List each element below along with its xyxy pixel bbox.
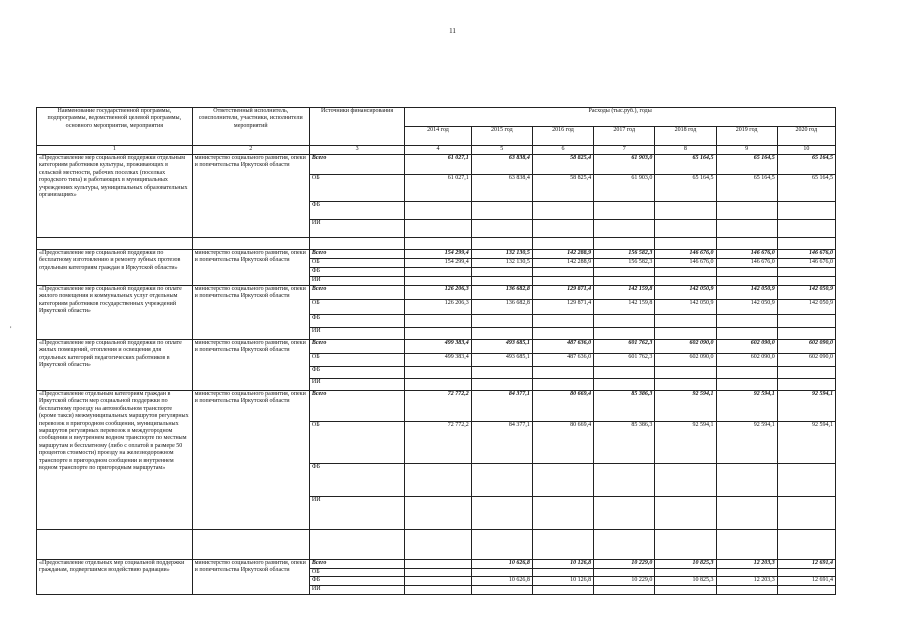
amount-total: 10 126,8 (532, 560, 593, 569)
header-source: Источники финансирования (309, 108, 404, 146)
amount-ob: 487 636,0 (532, 354, 593, 367)
responsible-executor: министерство социального развития, опеки и попечительства Иркутской области (192, 286, 309, 340)
amount-fb (532, 464, 593, 497)
amount-total: 80 669,4 (532, 391, 593, 422)
funding-source-total: Всего (309, 286, 404, 300)
amount-fb (405, 577, 471, 586)
amount-ob (594, 569, 655, 577)
amount-fb (594, 315, 655, 328)
amount-fb (471, 315, 532, 328)
amount-ii (471, 328, 532, 340)
amount-fb (655, 464, 716, 497)
amount-total: 65 164,5 (655, 155, 716, 175)
amount-ob: 146 676,0 (777, 259, 835, 268)
amount-ob (655, 569, 716, 577)
column-number: 8 (655, 146, 716, 155)
funding-source-ob: ОБ (309, 300, 404, 315)
amount-ii (655, 328, 716, 340)
amount-fb (471, 268, 532, 277)
spacer-cell (655, 530, 716, 560)
amount-total: 142 288,9 (532, 250, 593, 259)
measure-name: «Предоставление мер социальной поддержки отдельным категориям работников культуры, проживающих в сельской местности, рабочих поселках (поселках городского типа) и работающих в муниципальных учреждениях культуры, муниципальных образовательных организациях» (37, 155, 193, 238)
header-year: 2020 год (777, 127, 835, 146)
amount-ob: 126 206,3 (405, 300, 471, 315)
amount-ob: 146 676,0 (716, 259, 777, 268)
amount-ii (532, 379, 593, 391)
amount-total: 146 676,0 (716, 250, 777, 259)
amount-total: 142 050,9 (716, 286, 777, 300)
amount-ob: 80 669,4 (532, 422, 593, 464)
amount-ii (405, 328, 471, 340)
amount-fb (594, 268, 655, 277)
amount-ii (594, 220, 655, 238)
responsible-executor: министерство социального развития, опеки и попечительства Иркутской области (192, 560, 309, 595)
amount-ob: 85 386,3 (594, 422, 655, 464)
amount-ob (777, 569, 835, 577)
amount-total: 602 090,0 (716, 340, 777, 354)
funding-source-total: Всего (309, 391, 404, 422)
column-number: 7 (594, 146, 655, 155)
amount-total: 487 636,0 (532, 340, 593, 354)
amount-total: 61 903,0 (594, 155, 655, 175)
amount-ob: 61 027,1 (405, 175, 471, 202)
amount-total: 126 206,3 (405, 286, 471, 300)
amount-ii (777, 586, 835, 594)
header-name: Наименование государственной программы, подпрограммы, ведомственной целевой программы, основного мероприятия, мероприятия (37, 108, 193, 146)
amount-ii (655, 586, 716, 594)
funding-source-ii: ИИ (309, 277, 404, 286)
amount-ii (471, 586, 532, 594)
amount-fb (716, 315, 777, 328)
amount-ob: 499 383,4 (405, 354, 471, 367)
amount-total: 601 762,3 (594, 340, 655, 354)
spacer-cell (37, 530, 193, 560)
funding-source-ob: ОБ (309, 175, 404, 202)
spacer-cell (532, 530, 593, 560)
amount-ii (777, 328, 835, 340)
table-body (37, 155, 836, 595)
amount-ii (777, 497, 835, 530)
amount-ii (405, 497, 471, 530)
column-number: 9 (716, 146, 777, 155)
amount-total: 92 594,1 (655, 391, 716, 422)
amount-ob: 602 090,0 (777, 354, 835, 367)
spacer-cell (405, 530, 471, 560)
funding-source-fb: ФБ (309, 315, 404, 328)
amount-ob (405, 569, 471, 577)
amount-ob: 65 164,5 (777, 175, 835, 202)
amount-total: 10 626,8 (471, 560, 532, 569)
funding-source-ob: ОБ (309, 354, 404, 367)
amount-ii (716, 497, 777, 530)
funding-source-ii: ИИ (309, 379, 404, 391)
amount-ob: 65 164,5 (655, 175, 716, 202)
amount-fb (532, 202, 593, 220)
amount-total: 92 594,1 (777, 391, 835, 422)
amount-total: 65 164,5 (716, 155, 777, 175)
spacer-cell (716, 238, 777, 250)
amount-total: 84 377,1 (471, 391, 532, 422)
spacer-cell (309, 530, 404, 560)
amount-fb: 12 203,3 (716, 577, 777, 586)
amount-fb: 10 229,0 (594, 577, 655, 586)
amount-fb (594, 464, 655, 497)
measure-name: «Предоставление мер социальной поддержки по оплате жилого помещения и коммунальных услуг отдельным категориям работников государственных учреждений Иркутской области» (37, 286, 193, 340)
amount-total: 154 299,4 (405, 250, 471, 259)
funding-source-ii: ИИ (309, 328, 404, 340)
amount-ob: 92 594,1 (777, 422, 835, 464)
amount-ob: 142 050,9 (655, 300, 716, 315)
amount-ob: 142 159,8 (594, 300, 655, 315)
amount-total: 493 685,1 (471, 340, 532, 354)
amount-ob: 92 594,1 (655, 422, 716, 464)
amount-ii (594, 277, 655, 286)
column-number: 1 (37, 146, 193, 155)
amount-total: 61 027,1 (405, 155, 471, 175)
amount-total: 132 130,5 (471, 250, 532, 259)
amount-fb (405, 315, 471, 328)
funding-source-ii: ИИ (309, 586, 404, 594)
amount-total: 58 825,4 (532, 155, 593, 175)
responsible-executor: министерство социального развития, опеки и попечительства Иркутской области (192, 340, 309, 391)
amount-fb (777, 315, 835, 328)
amount-ii (471, 379, 532, 391)
funding-source-ob: ОБ (309, 569, 404, 577)
amount-fb (777, 202, 835, 220)
amount-total: 129 871,4 (532, 286, 593, 300)
funding-source-ob: ОБ (309, 259, 404, 268)
spacer-cell (309, 238, 404, 250)
amount-ob: 61 903,0 (594, 175, 655, 202)
amount-ob: 146 676,0 (655, 259, 716, 268)
amount-ob: 142 288,9 (532, 259, 593, 268)
amount-total (405, 560, 471, 569)
amount-ob: 84 377,1 (471, 422, 532, 464)
table-row (37, 286, 836, 300)
amount-fb (655, 268, 716, 277)
header-year: 2014 год (405, 127, 471, 146)
amount-total: 142 050,9 (655, 286, 716, 300)
amount-fb (405, 367, 471, 379)
row-spacer (37, 238, 836, 250)
row-spacer (37, 530, 836, 560)
amount-total: 12 691,4 (777, 560, 835, 569)
header-year: 2017 год (594, 127, 655, 146)
amount-ob (471, 569, 532, 577)
table-row (37, 340, 836, 354)
amount-ii (594, 379, 655, 391)
amount-ii (405, 220, 471, 238)
amount-total: 10 229,0 (594, 560, 655, 569)
amount-fb (532, 367, 593, 379)
amount-ii (532, 277, 593, 286)
column-number: 3 (309, 146, 404, 155)
amount-ob: 154 299,4 (405, 259, 471, 268)
amount-ii (405, 379, 471, 391)
funding-source-total: Всего (309, 250, 404, 259)
amount-total: 142 050,9 (777, 286, 835, 300)
amount-total: 156 582,3 (594, 250, 655, 259)
amount-fb: 10 126,8 (532, 577, 593, 586)
amount-ob: 58 825,4 (532, 175, 593, 202)
spacer-cell (655, 238, 716, 250)
amount-ii (716, 328, 777, 340)
amount-total: 602 090,0 (777, 340, 835, 354)
measure-name: «Предоставление мер социальной поддержки по оплате жилых помещений, отопления и освещения для отдельных категорий педагогических работников в Иркутской области» (37, 340, 193, 391)
amount-total: 72 772,2 (405, 391, 471, 422)
amount-ob: 132 130,5 (471, 259, 532, 268)
amount-total: 65 164,5 (777, 155, 835, 175)
amount-fb (777, 367, 835, 379)
amount-total: 63 838,4 (471, 155, 532, 175)
amount-total: 146 676,0 (777, 250, 835, 259)
column-number: 6 (532, 146, 593, 155)
column-numbers-row (37, 146, 836, 155)
amount-fb (716, 202, 777, 220)
amount-fb (594, 202, 655, 220)
amount-ii (532, 220, 593, 238)
amount-ii (655, 277, 716, 286)
measure-name: «Предоставление мер социальной поддержки по бесплатному изготовлению и ремонту зубных протезов отдельным категориям граждан в Иркутской области» (37, 250, 193, 286)
amount-fb (471, 202, 532, 220)
amount-total: 146 676,0 (655, 250, 716, 259)
amount-ii (655, 220, 716, 238)
header-expenses: Расходы (тыс.руб.), годы (405, 108, 836, 127)
amount-fb (532, 268, 593, 277)
margin-mark: , (10, 323, 12, 329)
spacer-cell (192, 238, 309, 250)
amount-ob: 63 838,4 (471, 175, 532, 202)
amount-fb (716, 464, 777, 497)
spacer-cell (777, 530, 835, 560)
amount-ob: 156 582,3 (594, 259, 655, 268)
amount-total: 92 594,1 (716, 391, 777, 422)
spacer-cell (192, 530, 309, 560)
amount-fb (655, 315, 716, 328)
funding-source-ii: ИИ (309, 497, 404, 530)
amount-fb (777, 464, 835, 497)
spacer-cell (594, 238, 655, 250)
column-number: 2 (192, 146, 309, 155)
amount-ii (655, 379, 716, 391)
amount-ii (716, 277, 777, 286)
spacer-cell (594, 530, 655, 560)
amount-ob (716, 569, 777, 577)
budget-table (36, 107, 836, 595)
funding-source-fb: ФБ (309, 367, 404, 379)
amount-ob: 136 682,8 (471, 300, 532, 315)
funding-source-fb: ФБ (309, 202, 404, 220)
amount-total: 12 203,3 (716, 560, 777, 569)
amount-fb (532, 315, 593, 328)
page-number: 11 (449, 27, 456, 35)
measure-name: «Предоставление отдельных мер социальной поддержки гражданам, подвергшимся воздействию радиации» (37, 560, 193, 595)
amount-ob: 493 685,1 (471, 354, 532, 367)
amount-total: 602 090,0 (655, 340, 716, 354)
amount-ob: 72 772,2 (405, 422, 471, 464)
amount-ii (532, 586, 593, 594)
amount-ii (532, 328, 593, 340)
amount-fb (405, 202, 471, 220)
responsible-executor: министерство социального развития, опеки и попечительства Иркутской области (192, 155, 309, 238)
spacer-cell (471, 238, 532, 250)
spacer-cell (532, 238, 593, 250)
amount-ii (777, 379, 835, 391)
spacer-cell (471, 530, 532, 560)
table-row (37, 391, 836, 422)
amount-fb (716, 367, 777, 379)
funding-source-fb: ФБ (309, 268, 404, 277)
amount-ii (594, 328, 655, 340)
amount-ob: 142 050,9 (777, 300, 835, 315)
header-year: 2019 год (716, 127, 777, 146)
amount-ob: 602 090,0 (655, 354, 716, 367)
header-year: 2016 год (532, 127, 593, 146)
amount-ob: 602 090,0 (716, 354, 777, 367)
amount-fb (716, 268, 777, 277)
column-number: 4 (405, 146, 471, 155)
column-number: 5 (471, 146, 532, 155)
amount-ii (777, 277, 835, 286)
funding-source-fb: ФБ (309, 577, 404, 586)
table-row (37, 155, 836, 175)
amount-ob: 65 164,5 (716, 175, 777, 202)
amount-total: 10 825,3 (655, 560, 716, 569)
amount-fb (471, 367, 532, 379)
amount-fb (471, 464, 532, 497)
header-year: 2018 год (655, 127, 716, 146)
amount-ob: 142 050,9 (716, 300, 777, 315)
header-responsible: Ответственный исполнитель, соисполнители, участники, исполнители мероприятий (192, 108, 309, 146)
amount-fb: 10 626,8 (471, 577, 532, 586)
amount-ii (471, 220, 532, 238)
measure-name: «Предоставление отдельным категориям граждан в Иркутской области мер социальной поддержки по бесплатному проезду на автомобильном транспорте (кроме такси) межмуниципальных маршрутов регулярных перевозок в пригородном сообщении, муниципальных маршрутов регулярных перевозок в междугородном сообщении и внутреннем водном транспорте по местным маршрутам и бесплатному (либо с оплатой в размере 50 процентов стоимости) проезду на железнодорожном транспорте в пригородном сообщении и внутреннем водном транспорте по пригородным маршрутам» (37, 391, 193, 530)
amount-fb (405, 268, 471, 277)
amount-ii (594, 586, 655, 594)
amount-ii (777, 220, 835, 238)
amount-fb (655, 202, 716, 220)
amount-ii (405, 586, 471, 594)
amount-fb: 12 691,4 (777, 577, 835, 586)
amount-total: 499 383,4 (405, 340, 471, 354)
amount-ii (471, 277, 532, 286)
amount-ii (405, 277, 471, 286)
amount-total: 136 682,8 (471, 286, 532, 300)
amount-total: 142 159,8 (594, 286, 655, 300)
amount-ii (716, 379, 777, 391)
amount-fb (594, 367, 655, 379)
amount-ii (716, 586, 777, 594)
amount-ii (716, 220, 777, 238)
amount-fb (777, 268, 835, 277)
funding-source-fb: ФБ (309, 464, 404, 497)
funding-source-total: Всего (309, 340, 404, 354)
amount-ii (655, 497, 716, 530)
funding-source-ii: ИИ (309, 220, 404, 238)
amount-ob: 129 871,4 (532, 300, 593, 315)
amount-ob: 92 594,1 (716, 422, 777, 464)
funding-source-total: Всего (309, 155, 404, 175)
amount-ii (532, 497, 593, 530)
amount-ob: 601 762,3 (594, 354, 655, 367)
spacer-cell (716, 530, 777, 560)
amount-ob (532, 569, 593, 577)
spacer-cell (405, 238, 471, 250)
table-row (37, 560, 836, 569)
amount-total: 85 386,3 (594, 391, 655, 422)
header-year: 2015 год (471, 127, 532, 146)
table-row (37, 250, 836, 259)
responsible-executor: министерство социального развития, опеки и попечительства Иркутской области (192, 250, 309, 286)
funding-source-ob: ОБ (309, 422, 404, 464)
spacer-cell (37, 238, 193, 250)
funding-source-total: Всего (309, 560, 404, 569)
amount-ii (594, 497, 655, 530)
amount-fb: 10 825,3 (655, 577, 716, 586)
amount-fb (655, 367, 716, 379)
responsible-executor: министерство социального развития, опеки и попечительства Иркутской области (192, 391, 309, 530)
amount-fb (405, 464, 471, 497)
amount-ii (471, 497, 532, 530)
column-number: 10 (777, 146, 835, 155)
spacer-cell (777, 238, 835, 250)
